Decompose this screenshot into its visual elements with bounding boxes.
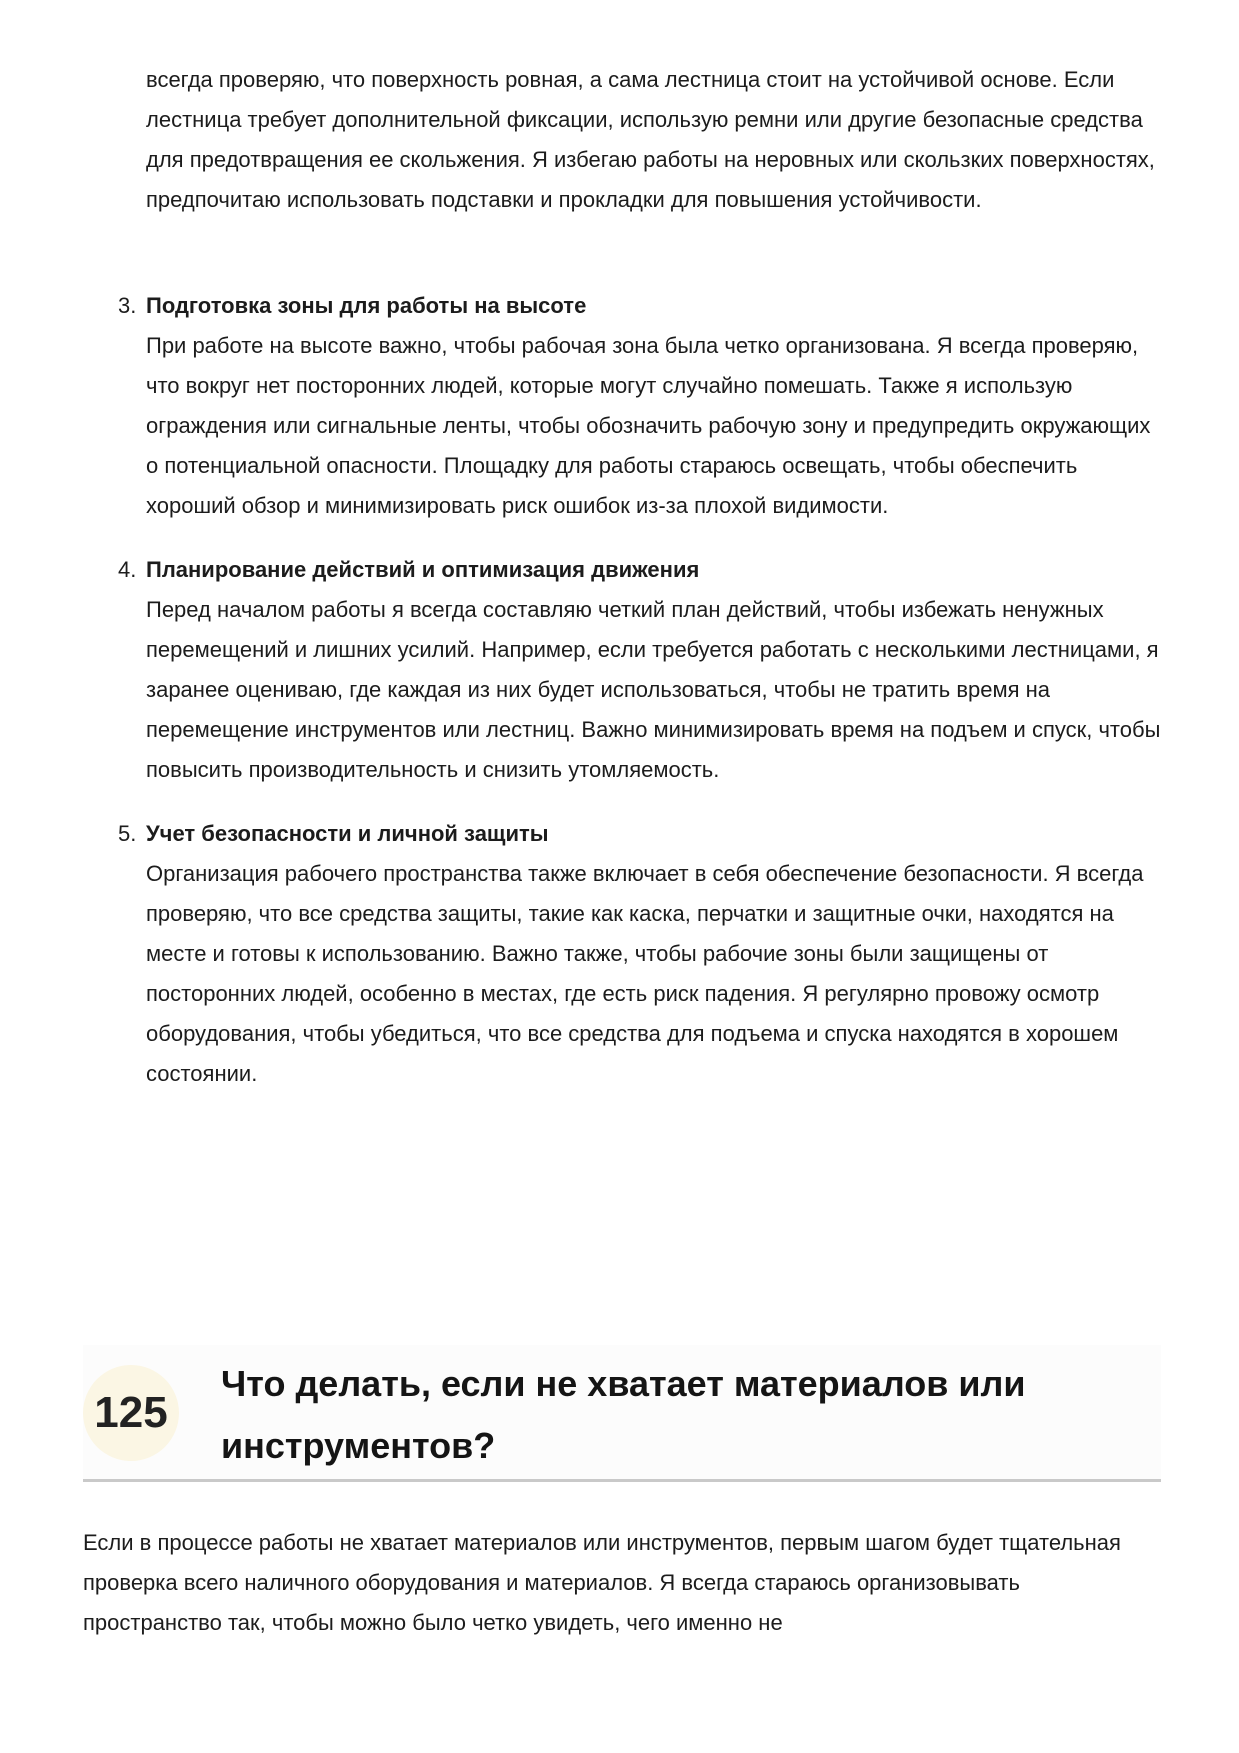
list-item — [118, 550, 1168, 790]
list-item-text: Организация рабочего пространства также включает в себя обеспечение безопасности. Я всегда проверяю, что все средства защиты, такие как каска, перчатки и защитные очки, находятся на месте и готовы к использованию. Важно также, чтобы рабочие зоны были защищены от посторонних людей, особенно в местах, где есть риск падения. Я регулярно провожу осмотр оборудования, чтобы убедиться, что все средства для подъема и спуска находятся в хорошем состоянии. — [146, 861, 1144, 1086]
list-item-text: Перед началом работы я всегда составляю четкий план действий, чтобы избежать ненужных перемещений и лишних усилий. Например, если требуется работать с несколькими лестницами, я заранее оцениваю, где каждая из них будет использоваться, чтобы не тратить время на перемещение инструментов или лестниц. Важно минимизировать время на подъем и спуск, чтобы повысить производительность и снизить утомляемость. — [146, 597, 1161, 782]
list-item-title: Планирование действий и оптимизация движения — [146, 557, 700, 582]
section-body-paragraph: Если в процессе работы не хватает материалов или инструментов, первым шагом будет тщательная проверка всего наличного оборудования и материалов. Я всегда стараюсь организовывать пространство так, чтобы можно было четко увидеть, чего именно не — [83, 1530, 1121, 1635]
numbered-list — [118, 286, 1168, 1118]
continuation-paragraph: всегда проверяю, что поверхность ровная, а сама лестница стоит на устойчивой основе. Если лестница требует дополнительной фиксации, использую ремни или другие безопасные средства для предотвращения ее скольжения. Я избегаю работы на неровных или скользких поверхностях, предпочитаю использовать подставки и прокладки для повышения устойчивости. — [146, 67, 1155, 212]
section-title: Что делать, если не хватает материалов или инструментов? — [221, 1363, 1026, 1466]
list-item-title: Подготовка зоны для работы на высоте — [146, 293, 587, 318]
list-item-number: 4. — [118, 557, 137, 582]
list-item — [118, 814, 1168, 1094]
section-number-badge: 125 — [83, 1365, 179, 1461]
list-item-text: При работе на высоте важно, чтобы рабочая зона была четко организована. Я всегда проверяю, что вокруг нет посторонних людей, которые могут случайно помешать. Также я использую ограждения или сигнальные ленты, чтобы обозначить рабочую зону и предупредить окружающих о потенциальной опасности. Площадку для работы стараюсь освещать, чтобы обеспечить хороший обзор и минимизировать риск ошибок из-за плохой видимости. — [146, 333, 1151, 518]
list-item-number: 3. — [118, 293, 137, 318]
list-item-title: Учет безопасности и личной защиты — [146, 821, 549, 846]
section-header — [83, 1345, 1161, 1482]
list-item — [118, 286, 1168, 526]
list-item-number: 5. — [118, 821, 137, 846]
